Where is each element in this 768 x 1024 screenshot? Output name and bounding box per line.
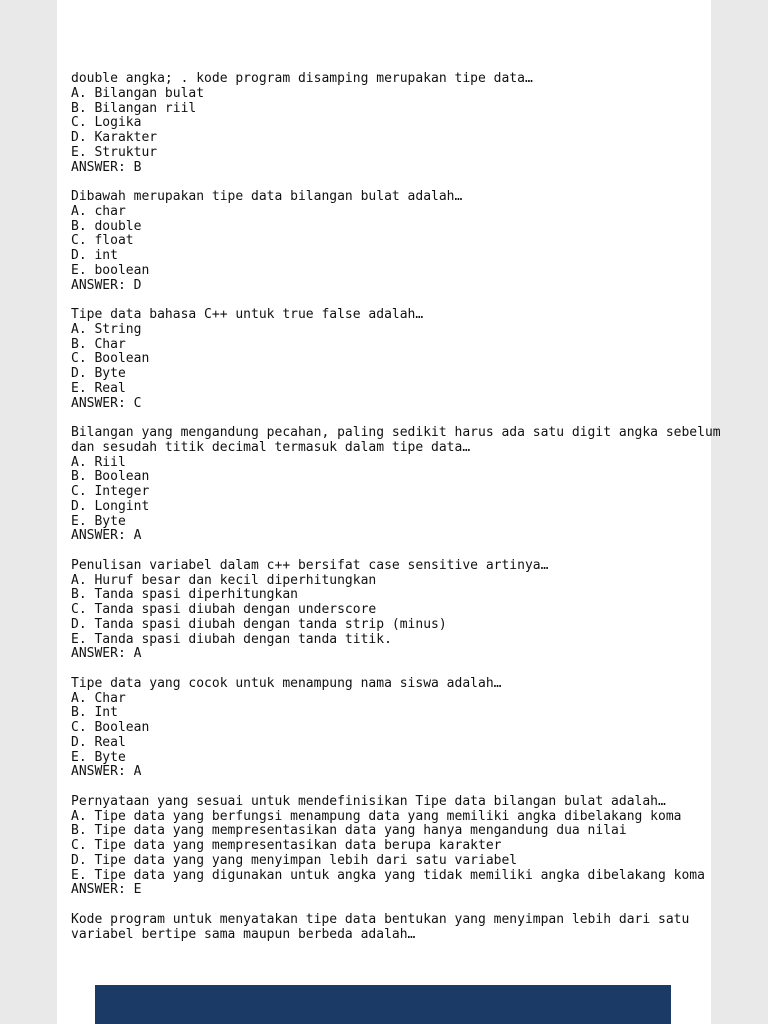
text-line: C. Integer	[71, 484, 150, 499]
text-line: E. Byte	[71, 749, 126, 765]
question-block	[71, 677, 701, 780]
text-line: B. Bilangan riil	[71, 100, 197, 116]
text-line: B. double	[71, 218, 142, 234]
text-line: dan sesudah titik decimal termasuk dalam tipe data…	[71, 439, 471, 455]
text-line: D. Byte	[71, 366, 126, 381]
text-line: Bilangan yang mengandung pecahan, paling sedikit harus ada satu digit angka sebelum	[71, 425, 721, 440]
text-line: A. Char	[71, 690, 126, 706]
text-line: B. Int	[71, 705, 118, 721]
text-line: Tipe data yang cocok untuk menampung nama siswa adalah…	[71, 675, 502, 691]
text-line: ANSWER: A	[71, 646, 142, 662]
text-line: E. Tanda spasi diubah dengan tanda titik.	[71, 631, 392, 647]
text-line: double angka; . kode program disamping merupakan tipe data…	[71, 71, 533, 86]
text-line: C. float	[71, 233, 134, 249]
text-line: E. boolean	[71, 262, 150, 278]
text-line: ANSWER: D	[71, 277, 142, 293]
question-block	[71, 425, 721, 544]
text-line: C. Boolean	[71, 351, 150, 367]
text-line: Dibawah merupakan tipe data bilangan bulat adalah…	[71, 189, 463, 204]
text-line: A. Bilangan bulat	[71, 85, 205, 101]
text-line: B. Char	[71, 336, 126, 352]
text-line: B. Boolean	[71, 469, 150, 485]
question-block	[71, 559, 701, 662]
text-line: A. Riil	[71, 454, 126, 470]
question-list	[57, 0, 721, 942]
question-block	[71, 72, 701, 175]
text-line: B. Tanda spasi diperhitungkan	[71, 587, 298, 603]
text-line: A. Tipe data yang berfungsi menampung data yang memiliki angka dibelakang koma	[71, 808, 682, 824]
text-line: D. Karakter	[71, 130, 158, 145]
text-line: A. Huruf besar dan kecil diperhitungkan	[71, 572, 377, 588]
text-line: E. Struktur	[71, 144, 158, 160]
footer-bar	[95, 985, 671, 1024]
text-line: ANSWER: B	[71, 159, 142, 175]
document-page	[57, 0, 721, 1024]
question-block	[71, 308, 701, 411]
text-line: E. Real	[71, 380, 126, 396]
text-line: C. Tanda spasi diubah dengan underscore	[71, 602, 377, 617]
text-line: Penulisan variabel dalam c++ bersifat case sensitive artinya…	[71, 557, 549, 573]
text-line: ANSWER: A	[71, 764, 142, 780]
text-line: E. Byte	[71, 513, 126, 529]
text-line: D. Real	[71, 734, 126, 750]
text-line: D. Tanda spasi diubah dengan tanda strip (minus)	[71, 616, 447, 632]
text-line: A. char	[71, 203, 126, 219]
text-line: ANSWER: E	[71, 882, 142, 898]
text-line: D. Tipe data yang yang menyimpan lebih dari satu variabel	[71, 852, 518, 868]
text-line: Kode program untuk menyatakan tipe data bentukan yang menyimpan lebih dari satu	[71, 911, 690, 927]
text-line: Pernyataan yang sesuai untuk mendefinisikan Tipe data bilangan bulat adalah…	[71, 793, 666, 809]
text-line: D. int	[71, 248, 118, 263]
text-line: A. String	[71, 321, 142, 337]
text-line: ANSWER: A	[71, 528, 142, 544]
text-line: C. Boolean	[71, 720, 150, 735]
text-line: C. Logika	[71, 115, 142, 131]
question-block	[71, 913, 701, 943]
text-line: C. Tipe data yang mempresentasikan data berupa karakter	[71, 838, 502, 853]
text-line: D. Longint	[71, 498, 150, 514]
question-block	[71, 190, 701, 293]
text-line: ANSWER: C	[71, 395, 142, 411]
text-line: variabel bertipe sama maupun berbeda adalah…	[71, 926, 416, 942]
text-line: Tipe data bahasa C++ untuk true false adalah…	[71, 307, 424, 322]
text-line: B. Tipe data yang mempresentasikan data yang hanya mengandung dua nilai	[71, 823, 627, 839]
text-line: E. Tipe data yang digunakan untuk angka yang tidak memiliki angka dibelakang koma	[71, 867, 705, 883]
question-block	[71, 793, 705, 898]
